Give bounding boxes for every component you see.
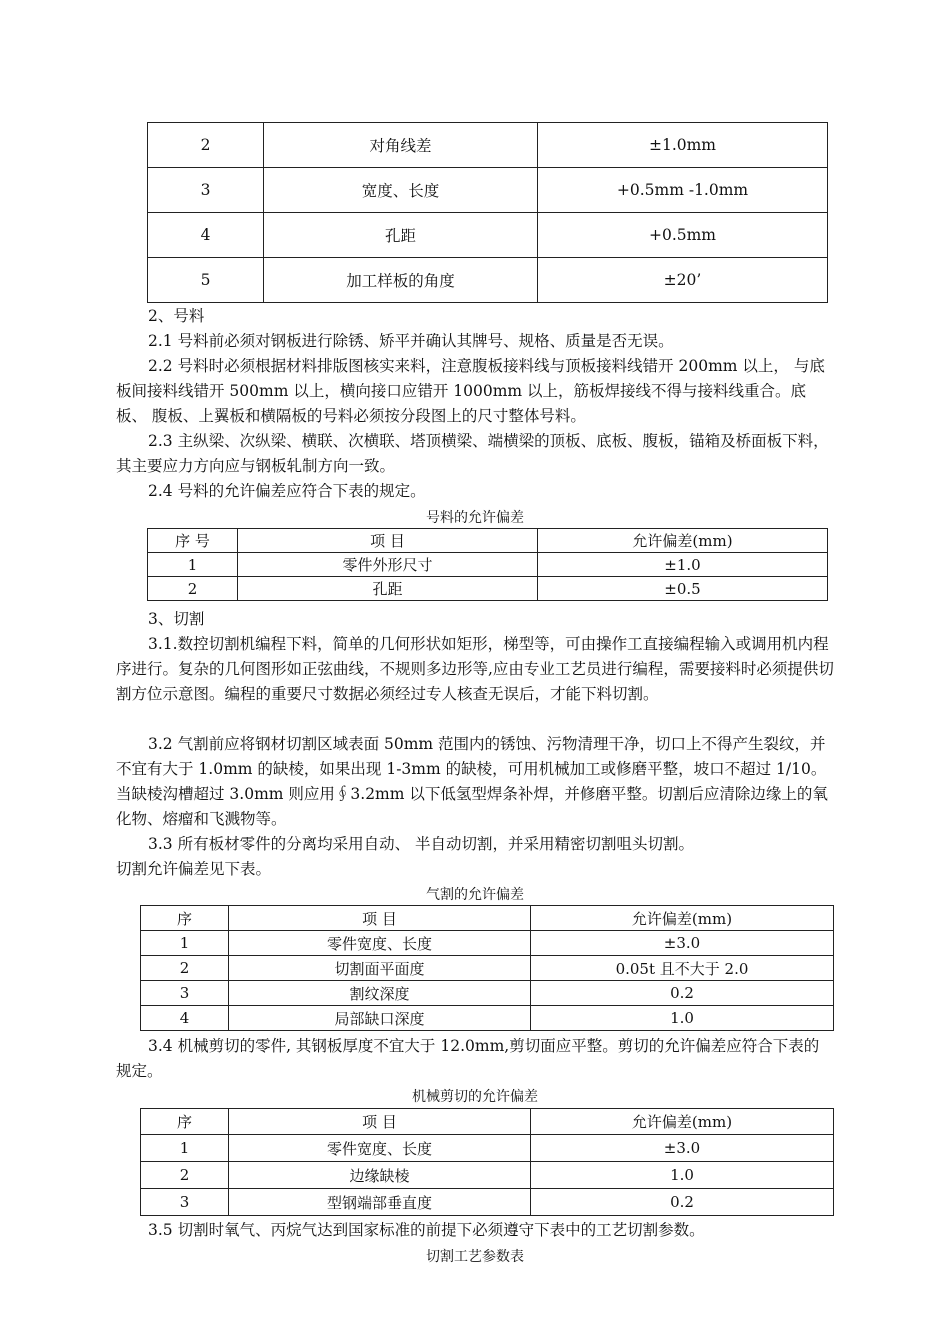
table-header-row [148,529,828,553]
paragraph: 2.1 号料前必须对钢板进行除锈、矫平并确认其牌号、规格、质量是否无误。 [148,332,674,350]
header-index: 序 [141,906,229,931]
table-header-row [141,906,834,931]
paragraph: 2.4 号料的允许偏差应符合下表的规定。 [148,482,426,500]
cell-tolerance: +0.5mm -1.0mm [538,168,828,213]
paragraph: 切割允许偏差见下表。 [116,860,272,878]
cell-item: 零件宽度、长度 [229,1135,531,1162]
header-item: 项 目 [229,1109,531,1135]
table-row [141,956,834,981]
header-index: 序 号 [148,529,238,553]
cell-tolerance: 1.0 [531,1162,834,1189]
paragraph: 3.4 机械剪切的零件, 其钢板厚度不宜大于 12.0mm,剪切面应平整。剪切的允许偏差应符合下表的规定。 [116,1037,820,1080]
cell-tolerance: 0.05t 且不大于 2.0 [531,956,834,981]
paragraph: 3.5 切割时氧气、丙烷气达到国家标准的前提下必须遵守下表中的工艺切割参数。 [148,1221,705,1239]
cell-item: 边缘缺棱 [229,1162,531,1189]
cell-index: 5 [148,258,264,303]
cell-item: 加工样板的角度 [264,258,538,303]
cell-index: 3 [148,168,264,213]
cell-index: 1 [141,1135,229,1162]
header-item: 项 目 [238,529,538,553]
table-row [148,258,828,303]
cell-item: 割纹深度 [229,981,531,1006]
cell-index: 3 [141,1189,229,1216]
header-tolerance: 允许偏差(mm) [538,529,828,553]
tolerance-table-continued [147,122,828,303]
cell-index: 1 [141,931,229,956]
gas-cutting-tolerance-table [140,905,834,1031]
cell-tolerance: +0.5mm [538,213,828,258]
section-heading: 3、切割 [148,610,205,628]
table-row [148,577,828,601]
cell-tolerance: 0.2 [531,981,834,1006]
cell-item: 切割面平面度 [229,956,531,981]
table-row [148,213,828,258]
cell-item: 宽度、长度 [264,168,538,213]
table-row [148,553,828,577]
paragraph: 3.1.数控切割机编程下料，简单的几何形状如矩形，梯型等，可由操作工直接编程输入或调用机内程序进行。复杂的几何图形如正弦曲线，不规则多边形等,应由专业工艺员进行编程，需要接料时必须提供切割方位示意图。编程的重要尺寸数据必须经过专人核查无误后，才能下料切割。 [116,635,834,703]
table-header-row [141,1109,834,1135]
cell-tolerance: ±3.0 [531,1135,834,1162]
cell-item: 局部缺口深度 [229,1006,531,1031]
header-item: 项 目 [229,906,531,931]
cell-tolerance: ±1.0 [538,553,828,577]
table-caption: 号料的允许偏差 [426,510,524,526]
header-tolerance: 允许偏差(mm) [531,1109,834,1135]
table-caption: 气割的允许偏差 [426,887,524,903]
table-caption: 切割工艺参数表 [426,1249,524,1265]
table-row [141,1189,834,1216]
cell-index: 2 [141,1162,229,1189]
cell-index: 3 [141,981,229,1006]
cell-tolerance: ±0.5 [538,577,828,601]
table-row [141,1135,834,1162]
section-heading: 2、号料 [148,307,205,325]
cell-item: 零件宽度、长度 [229,931,531,956]
header-index: 序 [141,1109,229,1135]
marking-tolerance-table [147,528,828,601]
cell-tolerance: ±3.0 [531,931,834,956]
cell-index: 2 [141,956,229,981]
cell-tolerance: ±20’ [538,258,828,303]
cell-tolerance: 1.0 [531,1006,834,1031]
cell-item: 孔距 [238,577,538,601]
paragraph: 3.2 气割前应将钢材切割区域表面 50mm 范围内的锈蚀、污物清理干净，切口上不得产生裂纹，并不宜有大于 1.0mm 的缺棱，如果出现 1-3mm 的缺棱，可用机械加工或修磨平整，坡口不超过 1/10。当缺棱沟槽超过 3.0mm 则应用∮3.2mm 以下低氢型焊条补焊，并修磨平整。切割后应清除边缘上的氧化物、熔瘤和飞溅物等。 [116,735,828,828]
paragraph: 2.2 号料时必须根据材料排版图核实来料，注意腹板接料线与顶板接料线错开 200mm 以上， 与底板间接料线错开 500mm 以上，横向接口应错开 1000mm 以上，筋板焊接线不得与接料线重合。底板、 腹板、上翼板和横隔板的号料必须按分段图上的尺寸整体号料。 [116,357,825,425]
table-row [148,168,828,213]
table-row [141,1162,834,1189]
cell-index: 4 [141,1006,229,1031]
header-tolerance: 允许偏差(mm) [531,906,834,931]
cell-item: 零件外形尺寸 [238,553,538,577]
cell-item: 型钢端部垂直度 [229,1189,531,1216]
cell-index: 4 [148,213,264,258]
cell-item: 对角线差 [264,123,538,168]
table-caption: 机械剪切的允许偏差 [412,1089,538,1105]
paragraph: 3.3 所有板材零件的分离均采用自动、 半自动切割，并采用精密切割咀头切割。 [148,835,695,853]
cell-item: 孔距 [264,213,538,258]
table-row [141,981,834,1006]
cell-tolerance: 0.2 [531,1189,834,1216]
cell-index: 1 [148,553,238,577]
mechanical-shearing-tolerance-table [140,1108,834,1216]
cell-tolerance: ±1.0mm [538,123,828,168]
paragraph: 2.3 主纵梁、次纵梁、横联、次横联、塔顶横梁、端横梁的顶板、底板、腹板，锚箱及桥面板下料，其主要应力方向应与钢板轧制方向一致。 [116,432,829,475]
table-row [148,123,828,168]
cell-index: 2 [148,577,238,601]
table-row [141,931,834,956]
cell-index: 2 [148,123,264,168]
table-row [141,1006,834,1031]
